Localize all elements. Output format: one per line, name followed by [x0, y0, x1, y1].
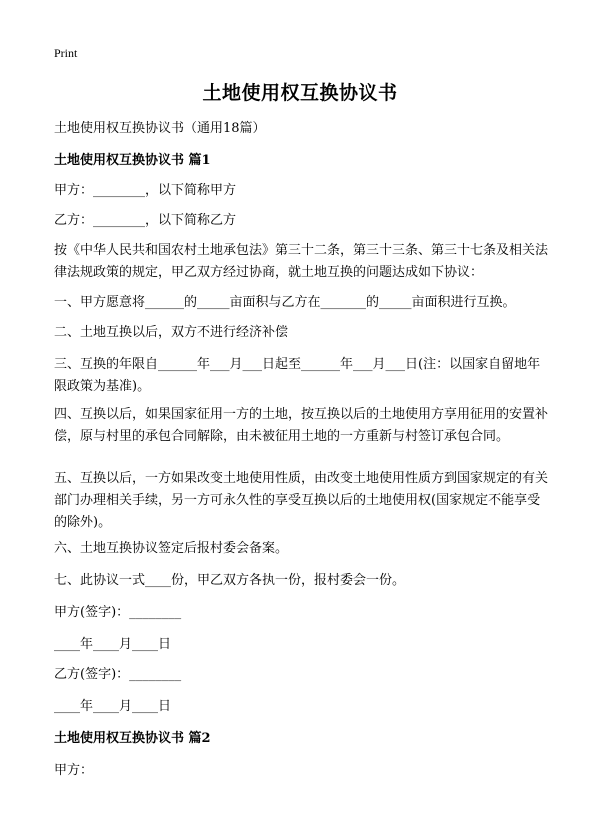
section-heading-1: 土地使用权互换协议书 篇1 [54, 153, 211, 168]
clause-1: 一、甲方愿意将______的_____亩面积与乙方在_______的_____亩面积进行互换。 [54, 295, 516, 310]
document-subtitle: 土地使用权互换协议书（通用18篇） [54, 121, 266, 136]
clause-2: 二、土地互换以后，双方不进行经济补偿 [54, 325, 289, 340]
signature-party-a: 甲方(签字)：________ [54, 605, 182, 620]
clause-4: 四、互换以后，如果国家征用一方的土地，按互换以后的土地使用方享用征用的安置补偿，原与村里的承包合同解除，由未被征用土地的一方重新与村签订承包合同。 [54, 407, 549, 444]
clause-6: 六、土地互换协议签定后报村委会备案。 [54, 541, 289, 556]
party-b-line: 乙方：________，以下简称乙方 [54, 213, 237, 228]
print-link[interactable]: Print [54, 46, 78, 60]
date-party-b: ____年____月____日 [54, 699, 172, 714]
party-a-line: 甲方：________，以下简称甲方 [54, 183, 237, 198]
section-heading-2: 土地使用权互换协议书 篇2 [54, 731, 211, 746]
clause-3: 三、互换的年限自______年___月___日起至______年___月___日(注：以国家自留地年限政策为基准)。 [54, 357, 541, 394]
signature-party-b: 乙方(签字)：________ [54, 667, 182, 682]
section-2-party-a-line: 甲方： [54, 763, 94, 778]
document-title: 土地使用权互换协议书 [202, 82, 398, 104]
clause-7: 七、此协议一式____份，甲乙双方各执一份，报村委会一份。 [54, 573, 406, 588]
clause-5: 五、互换以后，一方如果改变土地使用性质，由改变土地使用性质方到国家规定的有关部门办理相关手续，另一方可永久性的享受互换以后的土地使用权(国家规定不能享受的除外)。 [54, 471, 549, 530]
intro-paragraph: 按《中华人民共和国农村土地承包法》第三十二条，第三十三条、第三十七条及相关法律法规政策的规定，甲乙双方经过协商，就土地互换的问题达成如下协议： [54, 243, 549, 280]
date-party-a: ____年____月____日 [54, 637, 172, 652]
